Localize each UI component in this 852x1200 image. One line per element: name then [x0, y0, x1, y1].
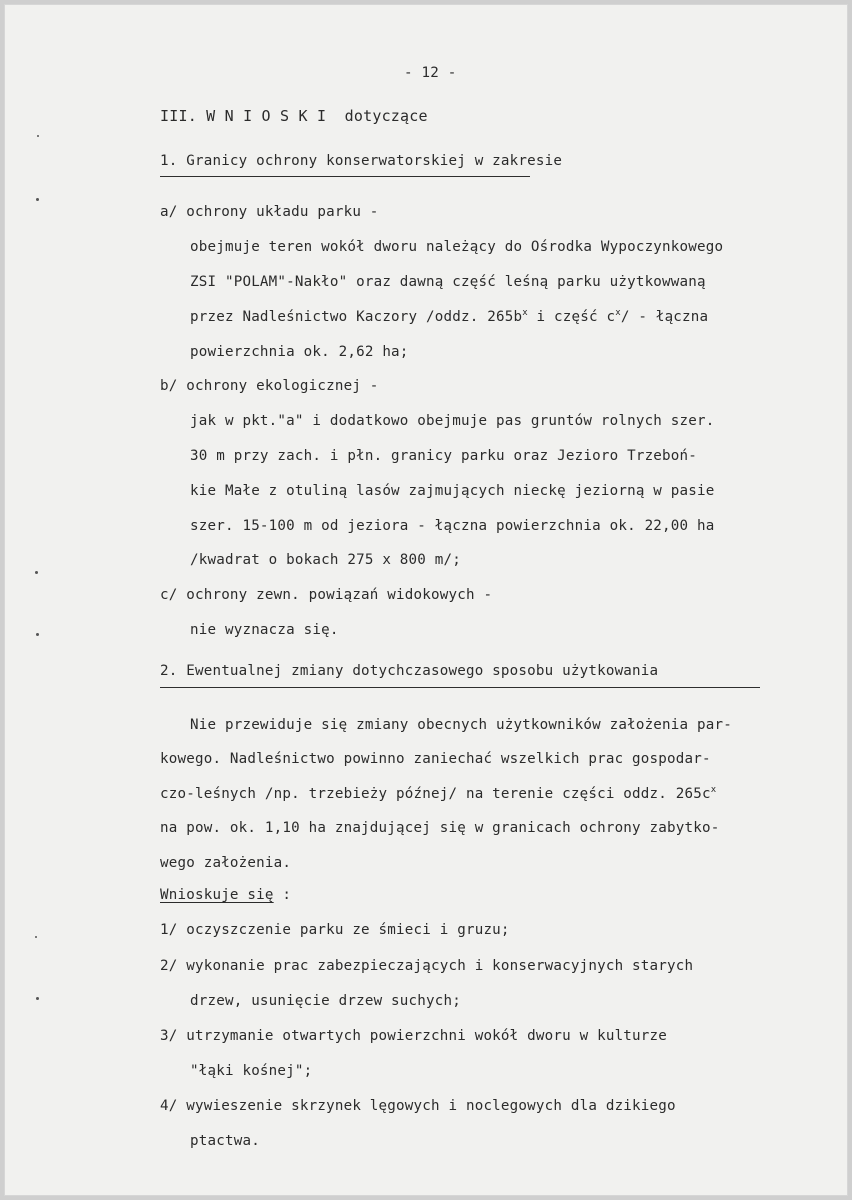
heading-title: W N I O S K I: [206, 107, 327, 125]
scan-speck: [35, 571, 38, 574]
proposals-colon: :: [273, 887, 292, 903]
section-1-title: 1. Granicy ochrony konserwatorskiej w zakresie: [160, 153, 563, 169]
item-c-line-1: nie wyznacza się.: [190, 622, 339, 638]
section-2-line-3: [160, 785, 716, 803]
item-b-line-4: szer. 15-100 m od jeziora - łączna powierzchnia ok. 22,00 ha: [190, 518, 715, 534]
scan-speck: [35, 936, 37, 938]
item-b-line-3: kie Małe z otuliną lasów zajmujących nieckę jeziorną w pasie: [190, 483, 715, 499]
item-b-line-1: jak w pkt."a" i dodatkowo obejmuje pas gruntów rolnych szer.: [190, 413, 715, 429]
proposal-item-2-cont: drzew, usunięcie drzew suchych;: [190, 993, 461, 1009]
superscript-x: x: [522, 308, 528, 318]
proposal-item-1: 1/ oczyszczenie parku ze śmieci i gruzu;: [160, 922, 510, 938]
item-b-line-2: 30 m przy zach. i płn. granicy parku oraz Jezioro Trzeboń-: [190, 448, 698, 464]
item-b-label: b/ ochrony ekologicznej -: [160, 378, 379, 394]
section-2-line-5: wego założenia.: [160, 855, 292, 871]
heading-numeral: III.: [160, 107, 197, 125]
section-2-line-2: kowego. Nadleśnictwo powinno zaniechać wszelkich prac gospodar-: [160, 751, 711, 767]
document-page: [4, 4, 848, 1196]
section-2-line-4: na pow. ok. 1,10 ha znajdującej się w granicach ochrony zabytko-: [160, 820, 720, 836]
proposal-item-4-cont: ptactwa.: [190, 1133, 260, 1149]
item-a-line-3-end: / - łączna: [620, 309, 709, 325]
proposal-item-3: 3/ utrzymanie otwartych powierzchni wokół dworu w kulturze: [160, 1028, 668, 1044]
proposals-label-text: Wnioskuje się: [160, 887, 274, 903]
item-a-line-3-start: przez Nadleśnictwo Kaczory /oddz. 265b: [190, 309, 523, 325]
scan-speck: [36, 633, 39, 636]
section-2-line-1: Nie przewiduje się zmiany obecnych użytkowników założenia par-: [190, 717, 732, 733]
superscript-x: x: [615, 308, 621, 318]
item-a-line-1: obejmuje teren wokół dworu należący do Ośrodka Wypoczynkowego: [190, 239, 724, 255]
section-2-line-3-text: czo-leśnych /np. trzebieży późnej/ na terenie części oddz. 265c: [160, 786, 711, 802]
section-2-underline: [160, 687, 760, 688]
item-a-label: a/ ochrony układu parku -: [160, 204, 379, 220]
scan-speck: [36, 198, 39, 201]
scan-speck: [36, 997, 39, 1000]
proposals-label: [160, 886, 291, 904]
item-a-line-3: [190, 308, 708, 326]
item-b-line-5: /kwadrat o bokach 275 x 800 m/;: [190, 552, 461, 568]
superscript-x: x: [710, 785, 717, 795]
item-c-label: c/ ochrony zewn. powiązań widokowych -: [160, 587, 493, 603]
item-a-line-2: ZSI "POLAM"-Nakło" oraz dawną część leśną parku użytkowwaną: [190, 274, 706, 290]
section-heading: [160, 107, 428, 125]
item-a-line-3-mid: i część c: [527, 309, 616, 325]
page-number: - 12 -: [404, 65, 457, 81]
scan-speck: [37, 135, 39, 137]
proposal-item-4: 4/ wywieszenie skrzynek lęgowych i noclegowych dla dzikiego: [160, 1098, 676, 1114]
section-2-title: 2. Ewentualnej zmiany dotychczasowego sposobu użytkowania: [160, 663, 659, 679]
proposal-item-2: 2/ wykonanie prac zabezpieczających i konserwacyjnych starych: [160, 958, 694, 974]
proposal-item-3-cont: "łąki kośnej";: [190, 1063, 313, 1079]
item-a-line-4: powierzchnia ok. 2,62 ha;: [190, 344, 409, 360]
section-1-underline: [160, 176, 530, 177]
heading-rest: dotyczące: [344, 107, 428, 125]
